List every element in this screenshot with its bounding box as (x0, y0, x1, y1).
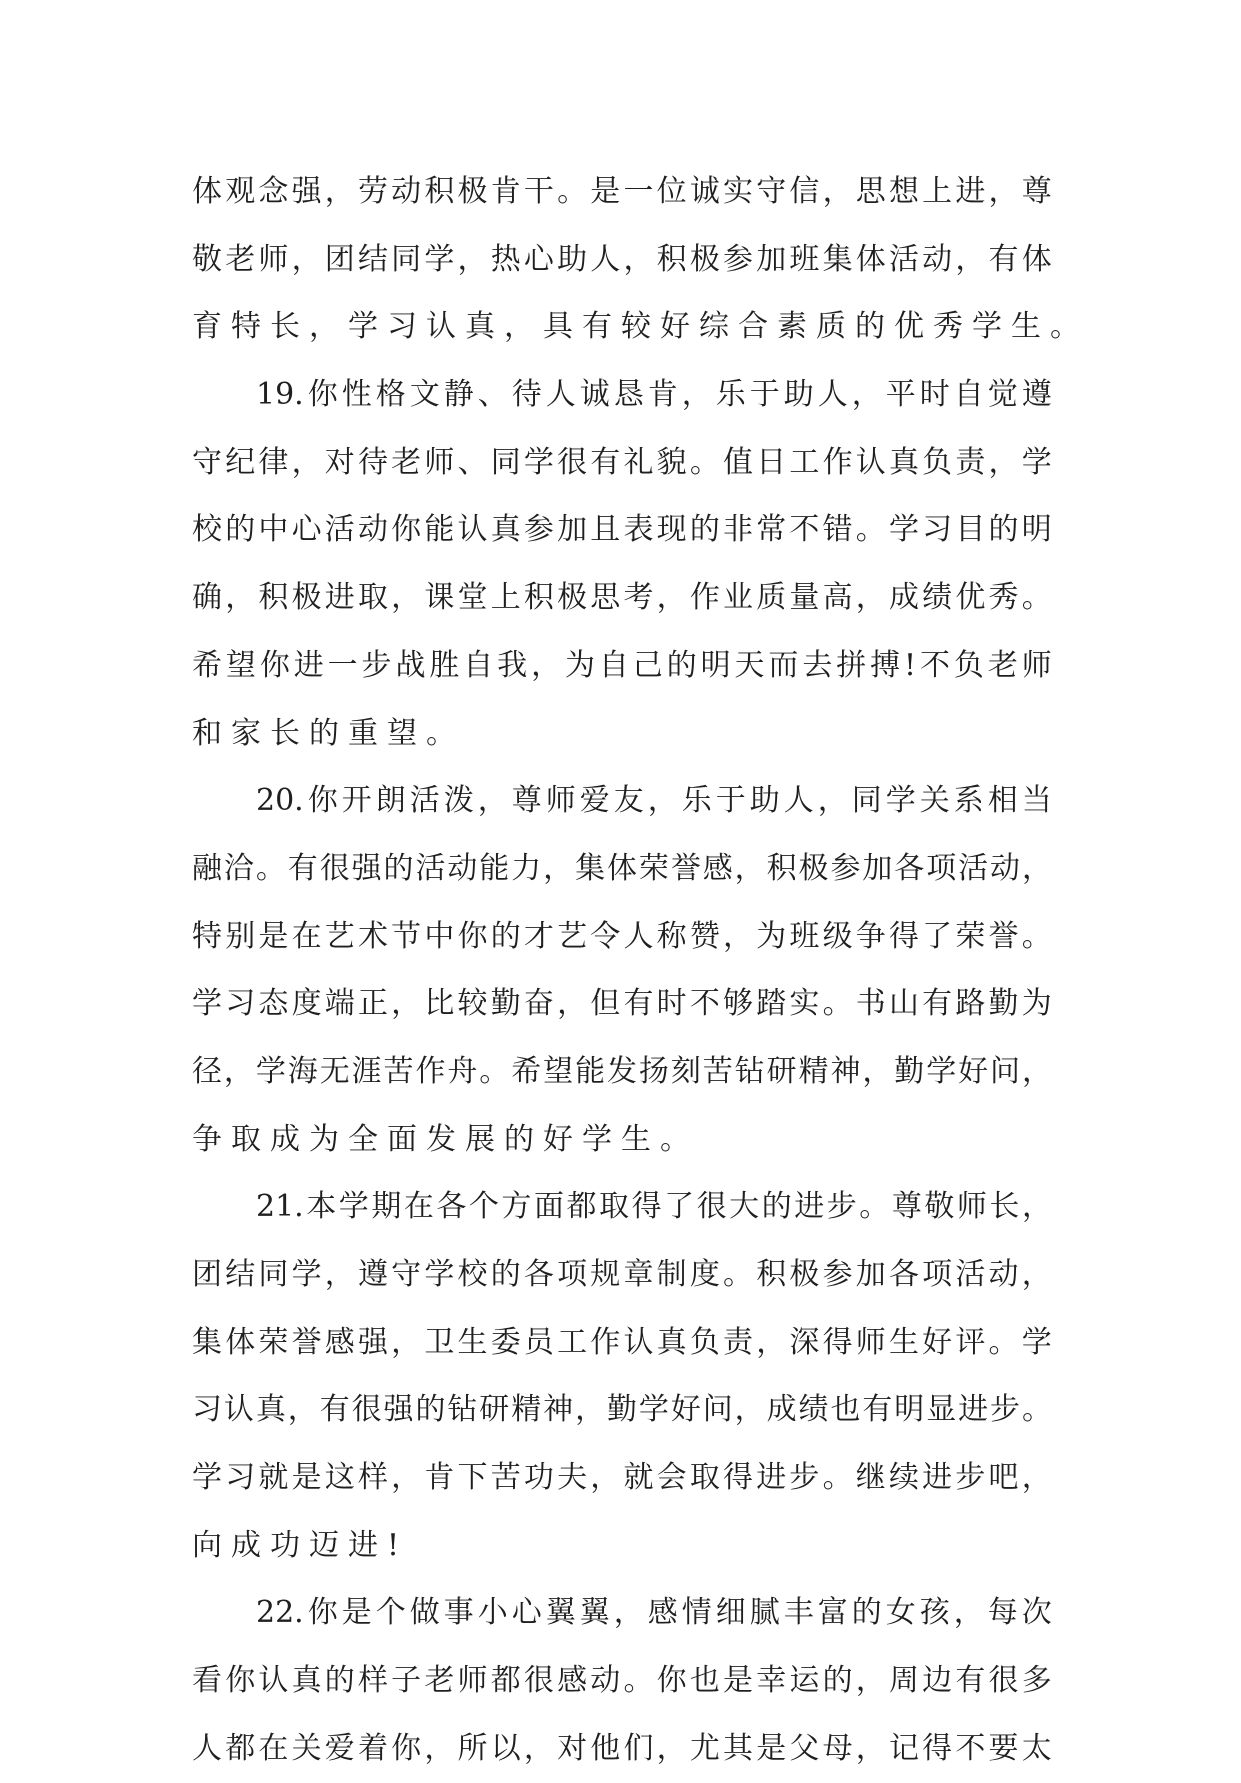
text-line: 看 你 认 真 的 样 子 老 师 都 很 感 动 。 你 也 是 幸 运 的 ， 周 边 有 很 多 (192, 1663, 1052, 1699)
text-line: 22. 你 是 个 做 事 小 心 翼 翼 ， 感 情 细 腻 丰 富 的 女 孩 ， 每 次 (256, 1595, 1052, 1631)
text-line: 径 ， 学 海 无 涯 苦 作 舟 。 希 望 能 发 扬 刻 苦 钻 研 精 神 ， 勤 学 好 问 ， (192, 1053, 1052, 1089)
text-line: 希 望 你 进 一 步 战 胜 自 我 ， 为 自 己 的 明 天 而 去 拼 搏 ! 不 负 老 师 (192, 647, 1052, 683)
text-line: 和家长的重望。 (192, 715, 465, 751)
text-line: 习 认 真 ， 有 很 强 的 钻 研 精 神 ， 勤 学 好 问 ， 成 绩 也 有 明 显 进 步 。 (192, 1392, 1052, 1428)
text-line: 20. 你 开 朗 活 泼 ， 尊 师 爱 友 ， 乐 于 助 人 ， 同 学 关 系 相 当 (256, 783, 1052, 819)
text-line: 特 别 是 在 艺 术 节 中 你 的 才 艺 令 人 称 赞 ， 为 班 级 争 得 了 荣 誉 。 (192, 918, 1052, 954)
text-line: 19. 你 性 格 文 静 、 待 人 诚 恳 肯 ， 乐 于 助 人 ， 平 时 自 觉 遵 (256, 377, 1052, 413)
text-line: 团 结 同 学 ， 遵 守 学 校 的 各 项 规 章 制 度 。 积 极 参 加 各 项 活 动 ， (192, 1257, 1052, 1292)
text-line: 向成功迈进! (192, 1527, 409, 1563)
text-line: 21. 本 学 期 在 各 个 方 面 都 取 得 了 很 大 的 进 步 。 尊 敬 师 长 ， (256, 1189, 1052, 1225)
text-line: 育特长，学习认真，具有较好综合素质的优秀学生。 (192, 309, 1089, 345)
text-line: 学 习 态 度 端 正 ， 比 较 勤 奋 ， 但 有 时 不 够 踏 实 。 书 山 有 路 勤 为 (192, 986, 1052, 1022)
text-line: 体 观 念 强 ， 劳 动 积 极 肯 干 。 是 一 位 诚 实 守 信 ， 思 想 上 进 ， 尊 (192, 174, 1052, 209)
text-line: 融 洽 。 有 很 强 的 活 动 能 力 ， 集 体 荣 誉 感 ， 积 极 参 加 各 项 活 动 ， (192, 850, 1052, 886)
text-line: 守 纪 律 ， 对 待 老 师 、 同 学 很 有 礼 貌 。 值 日 工 作 认 真 负 责 ， 学 (192, 444, 1052, 480)
text-line: 敬 老 师 ， 团 结 同 学 ， 热 心 助 人 ， 积 极 参 加 班 集 体 活 动 ， 有 体 (192, 241, 1052, 277)
text-line: 确 ， 积 极 进 取 ， 课 堂 上 积 极 思 考 ， 作 业 质 量 高 ， 成 绩 优 秀 。 (192, 580, 1052, 616)
text-line: 学 习 就 是 这 样 ， 肯 下 苦 功 夫 ， 就 会 取 得 进 步 。 继 续 进 步 吧 ， (192, 1460, 1052, 1496)
text-line: 争取成为全面发展的好学生。 (192, 1121, 699, 1157)
text-line: 校 的 中 心 活 动 你 能 认 真 参 加 且 表 现 的 非 常 不 错 。 学 习 目 的 明 (192, 512, 1052, 548)
text-line: 人 都 在 关 爱 着 你 ， 所 以 ， 对 他 们 ， 尤 其 是 父 母 ， 记 得 不 要 太 (192, 1730, 1052, 1766)
text-line: 集 体 荣 誉 感 强 ， 卫 生 委 员 工 作 认 真 负 责 ， 深 得 师 生 好 评 。 学 (192, 1324, 1052, 1360)
document-body (192, 158, 1089, 1783)
